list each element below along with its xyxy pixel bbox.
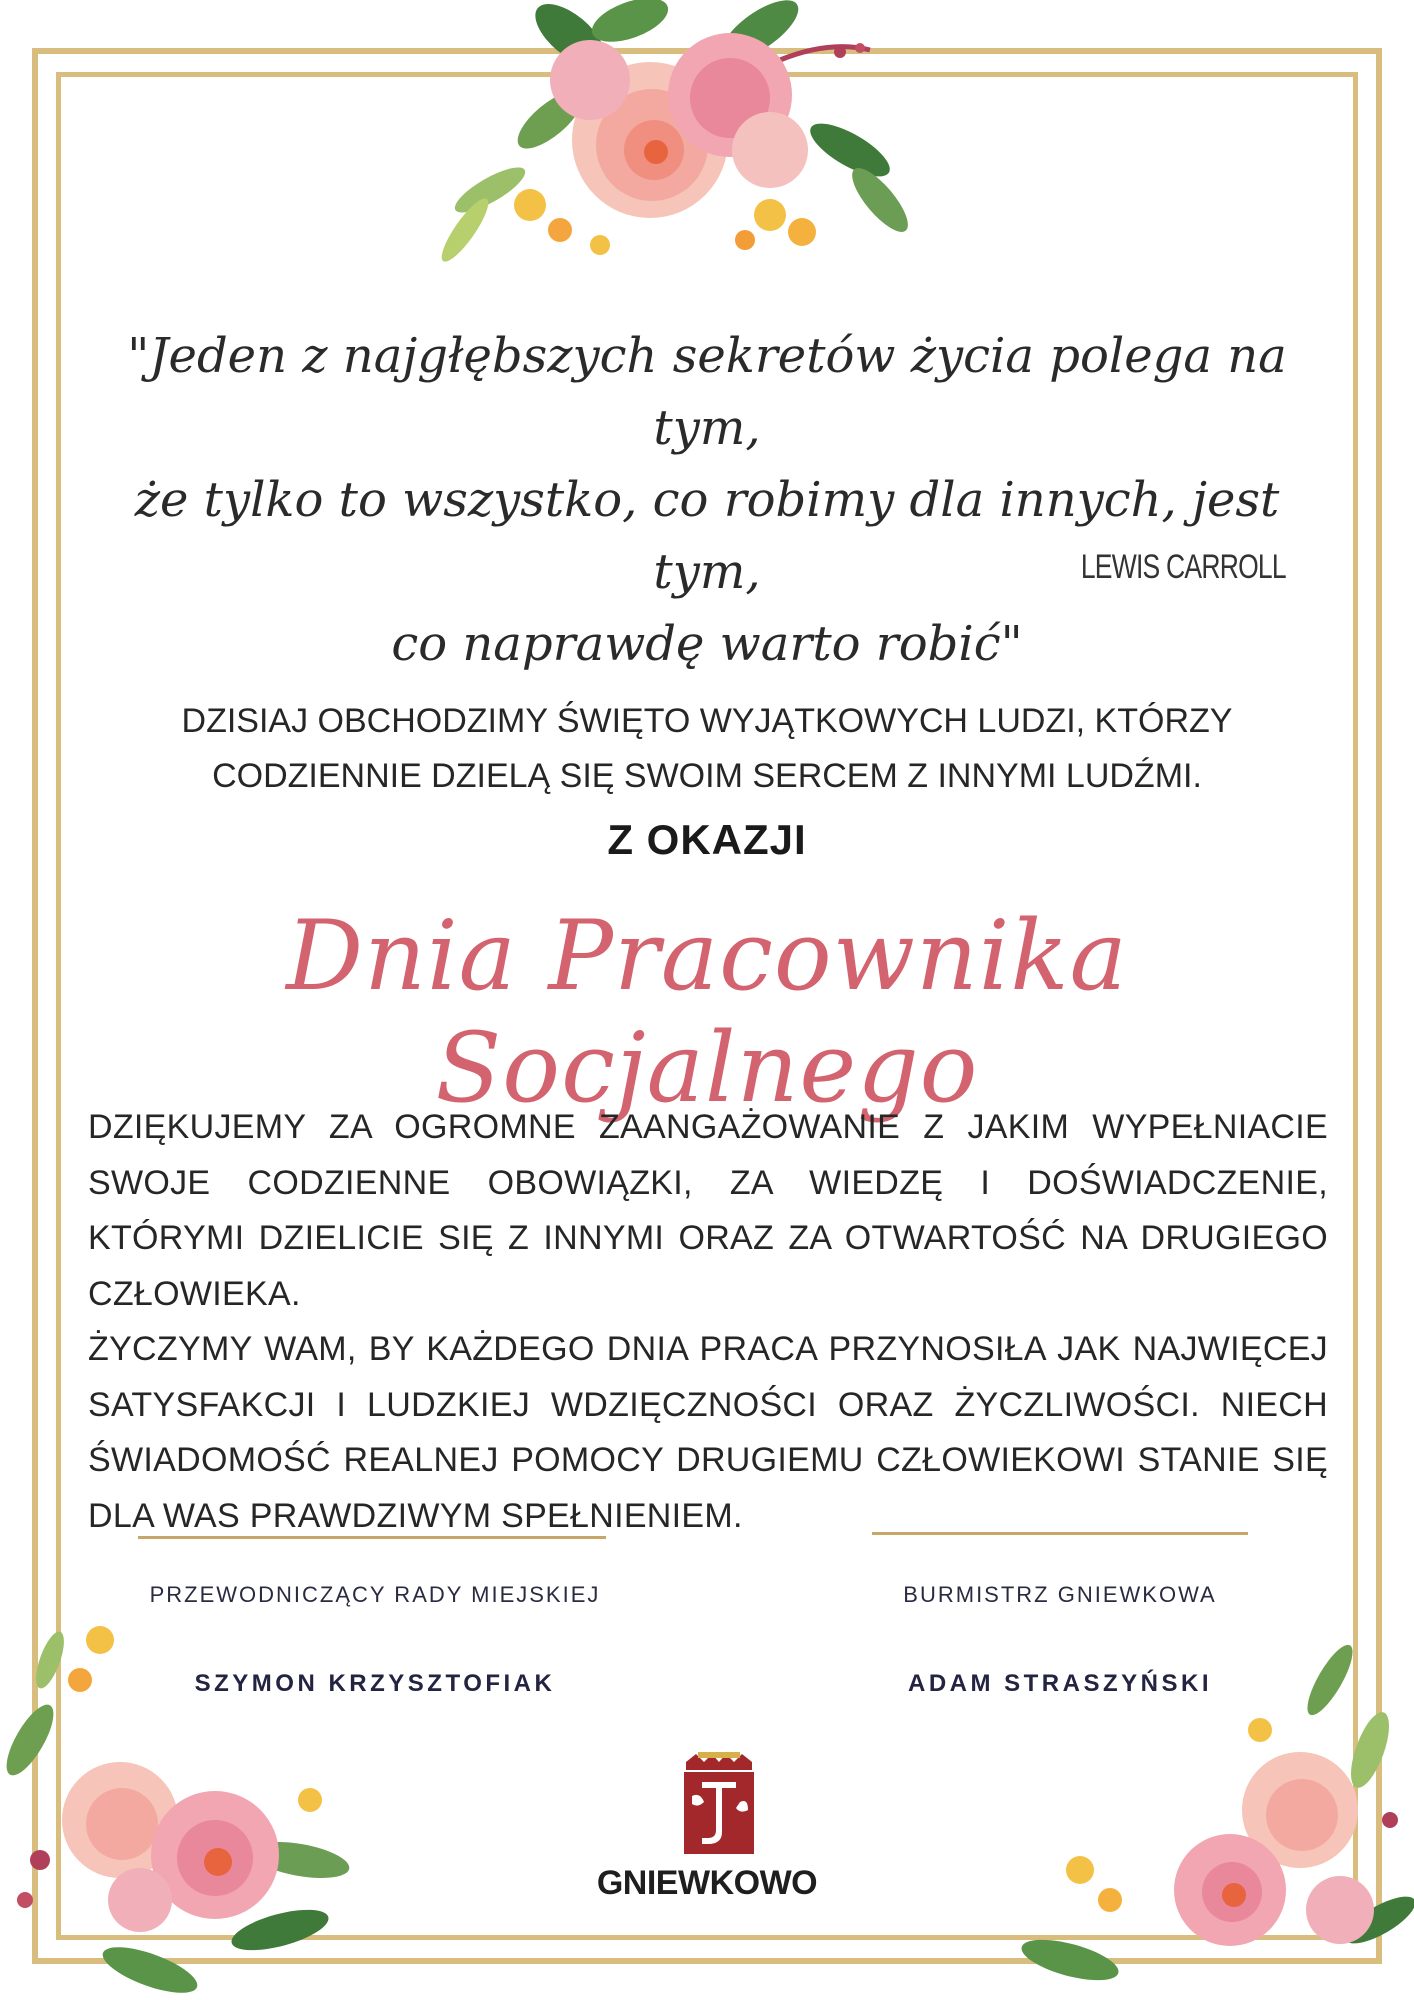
quote [110,320,1304,680]
signature-line-left [138,1536,606,1539]
signature-role-right: BURMISTRZ GNIEWKOWA [903,1582,1217,1607]
quote-line-2: że tylko to wszystko, co robimy dla innych, jest tym, [134,472,1280,600]
event-title: Dnia Pracownika Socjalnego [286,900,1128,1124]
floral-bottom-left-icon [0,1600,400,2000]
logo-text: GNIEWKOWO [596,1864,818,1902]
signature-role-left: PRZEWODNICZĄCY RADY MIEJSKIEJ [149,1582,601,1607]
intro-text [110,694,1304,804]
quote-author: LEWIS CARROLL [1080,548,1286,586]
quote-line-1: "Jeden z najgłębszych sekretów życia polega na tym, [127,328,1287,456]
intro-line-1: DZISIAJ OBCHODZIMY ŚWIĘTO WYJĄTKOWYCH LUDZI, KTÓRZY [181,702,1233,740]
quote-line-3: co naprawdę warto robić" [391,616,1023,672]
body-text [88,1100,1328,1544]
signature-name-left: SZYMON KRZYSZTOFIAK [194,1670,556,1697]
signature-name-right: ADAM STRASZYŃSKI [907,1670,1212,1697]
body-paragraph-2: ŻYCZYMY WAM, BY KAŻDEGO DNIA PRACA PRZYNOSIŁA JAK NAJWIĘCEJ SATYSFAKCJI I LUDZKIEJ WDZIĘCZNOŚCI ORAZ ŻYCZLIWOŚCI. NIECH ŚWIADOMOŚĆ REALNEJ POMOCY DRUGIEMU CZŁOWIEKOWI STANIE SIĘ DLA WAS PRAWDZIWYM SPEŁNIENIEM. [88,1330,1328,1535]
floral-top-icon [430,0,990,320]
intro-line-2: CODZIENNIE DZIELĄ SIĘ SWOIM SERCEM Z INNYMI LUDŹMI. [212,757,1202,795]
body-paragraph-1: DZIĘKUJEMY ZA OGROMNE ZAANGAŻOWANIE Z JAKIM WYPEŁNIACIE SWOJE CODZIENNE OBOWIĄZKI, ZA WIEDZĘ I DOŚWIADCZENIE, KTÓRYMI DZIELICIE SIĘ Z INNYMI ORAZ ZA OTWARTOŚĆ NA DRUGIEGO CZŁOWIEKA. [88,1108,1328,1313]
signature-line-right [872,1532,1248,1535]
gniewkowo-coat-of-arms-icon [678,1752,760,1856]
occasion-heading: Z OKAZJI [607,816,807,863]
